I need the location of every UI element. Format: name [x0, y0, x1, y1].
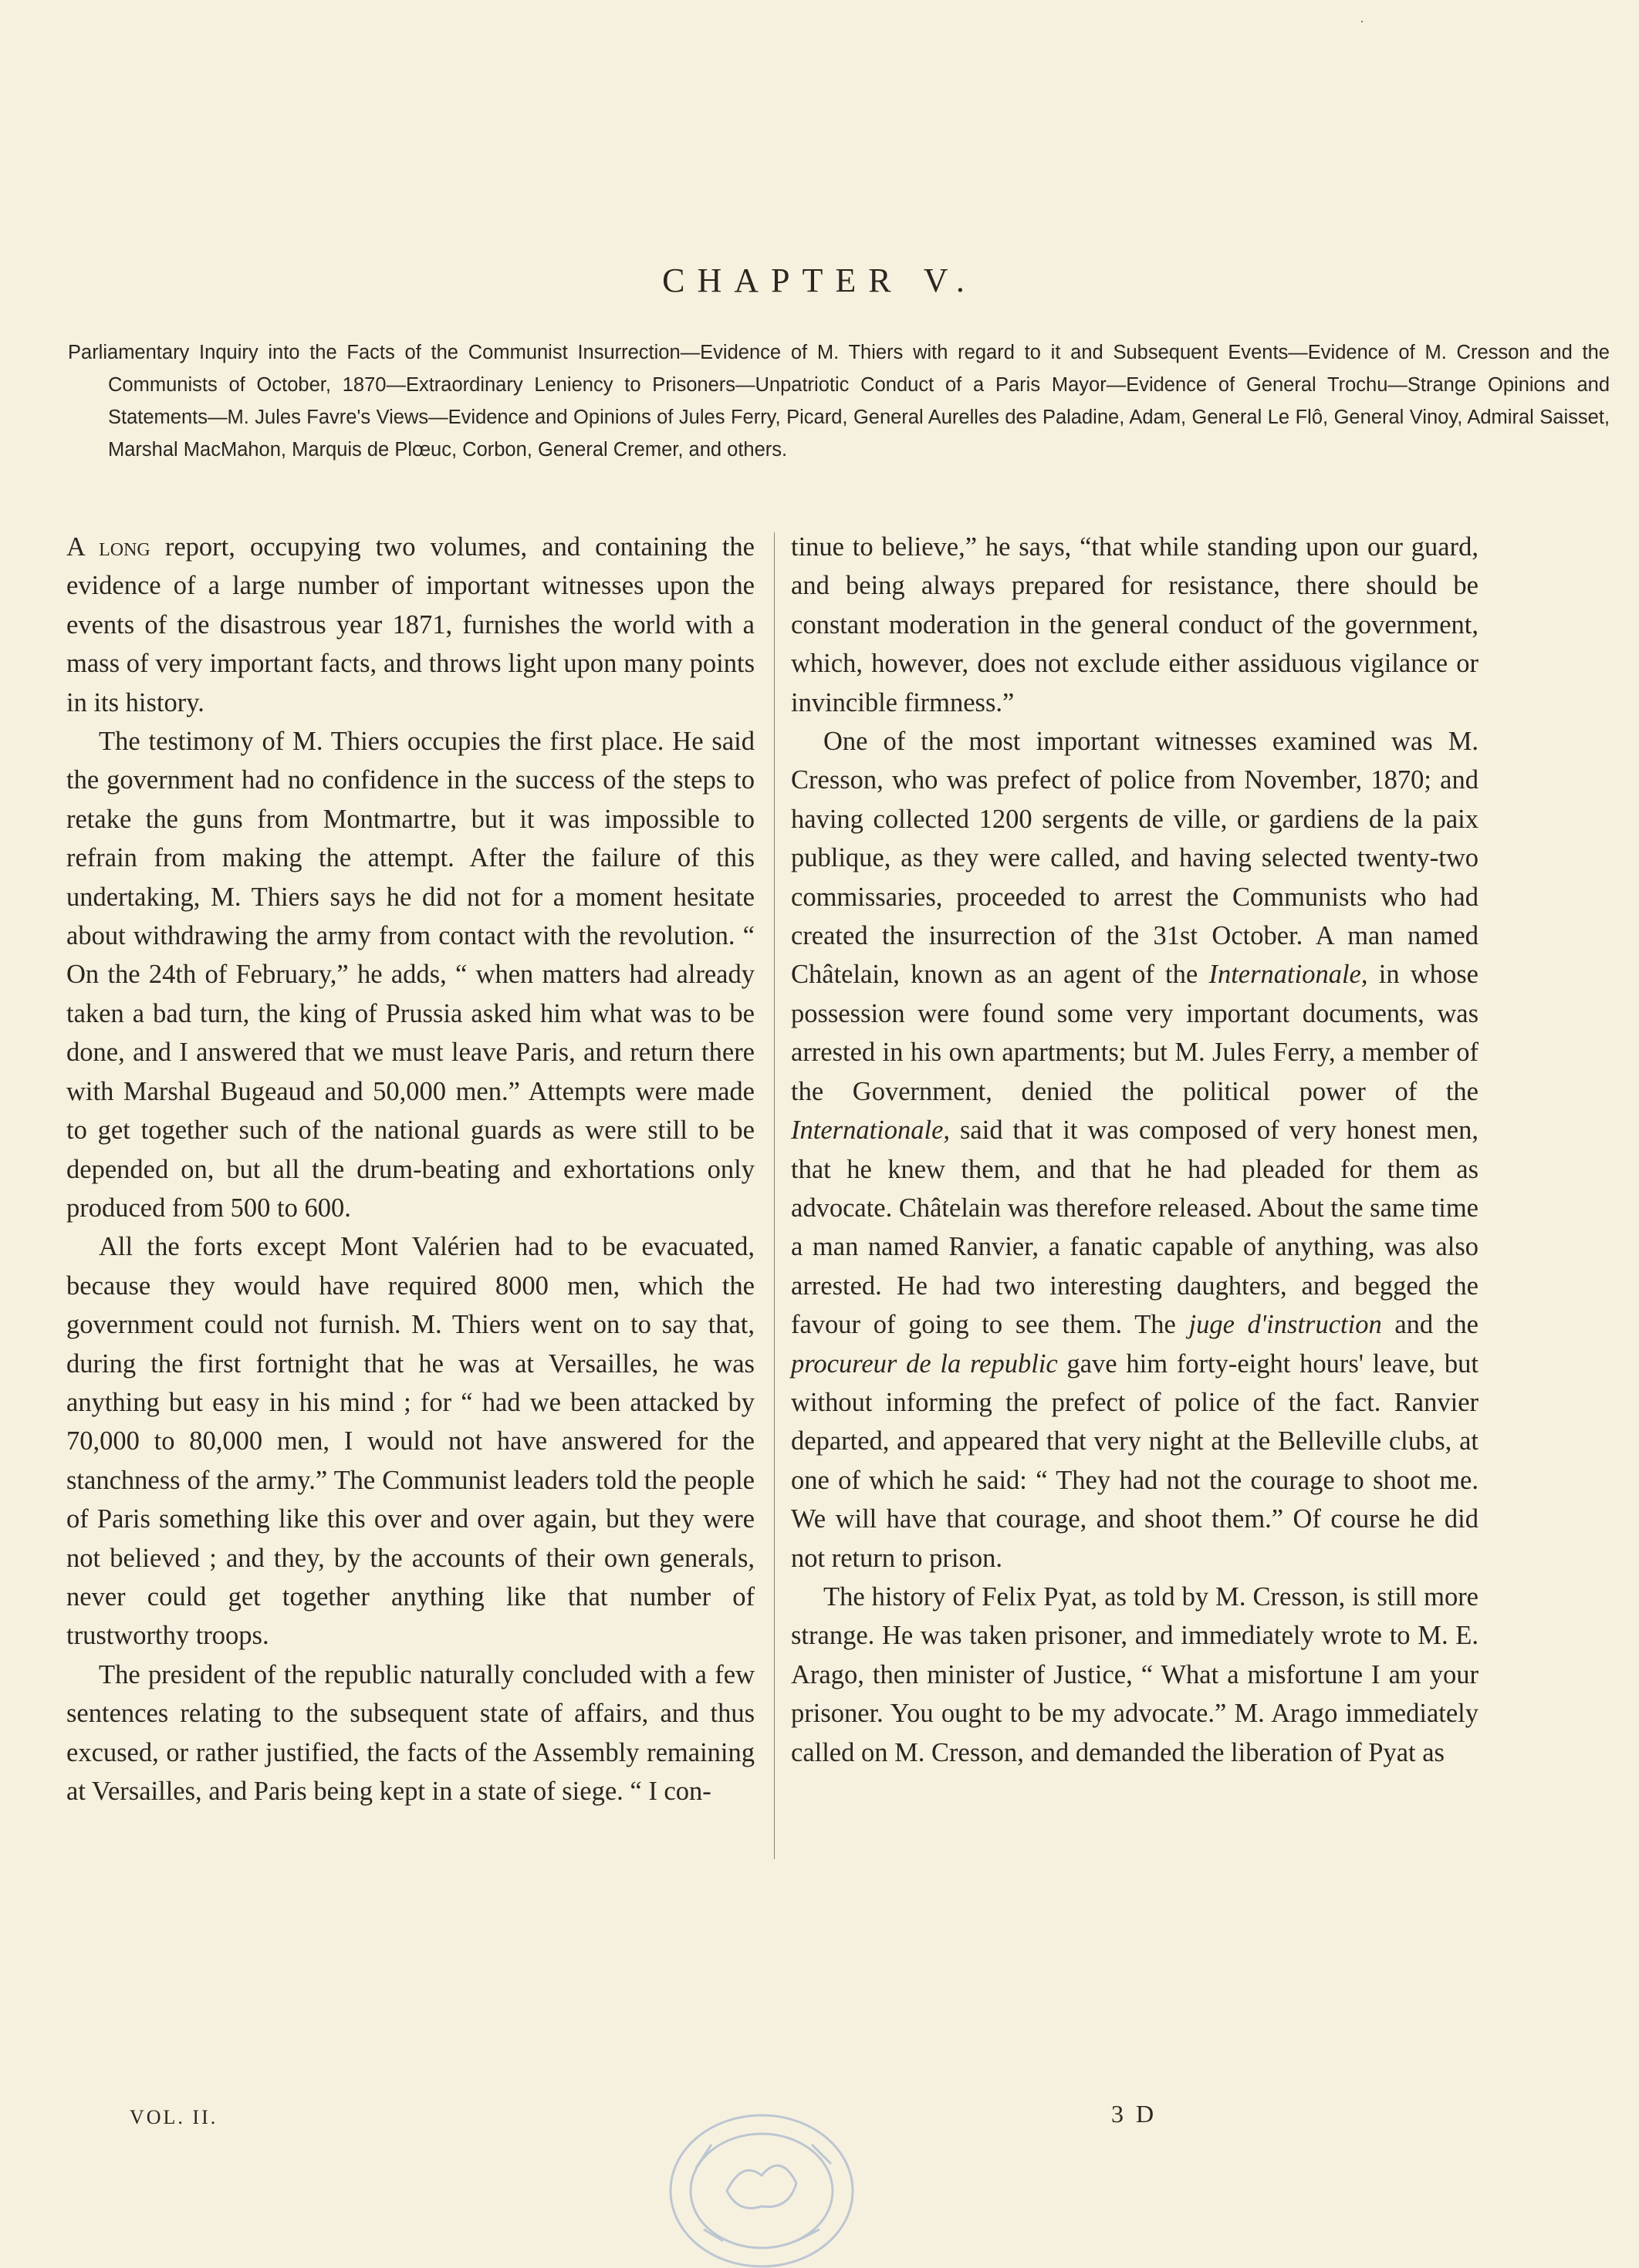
stamp-inner-ring: [691, 2134, 833, 2248]
corner-mark: ·: [1360, 14, 1364, 29]
opening-words: A long: [66, 532, 150, 562]
volume-footer: VOL. II.: [130, 2106, 218, 2128]
italic-procureur: procureur de la republic: [791, 1348, 1058, 1379]
left-paragraph-2: The testimony of M. Thiers occupies the first place. He said the government had no confidence in the success of the steps to retake the guns from Montmartre, but it was impossible to refrain from making the attempt. After the failure of this undertaking, M. Thiers says he did not for a moment hesitate about withdrawing the army from contact with the revolution. “ On the 24th of February,” he adds, “ when matters had already taken a bad turn, the king of Prussia asked him what was to be done, and I answered that we must leave Paris, and return there with Marshal Bugeaud and 50,000 men.” Attempts were made to get together such of the national guards as were still to be depended on, but all the drum-beating and exhortations only produced from 500 to 600.: [66, 727, 755, 1223]
stamp-crest: [727, 2165, 796, 2208]
right-paragraph-2-part-e: gave him forty-eight hours' leave, but without informing the prefect of police of the fact. Ranvier departed, and appeared that very night at the Belleville clubs, at one of which he said: “ They had not the courage to shoot me. We will have that courage, and shoot them.” Of course he did not return to prison.: [791, 1348, 1479, 1573]
right-paragraph-2-part-a: One of the most important witnesses examined was M. Cresson, who was prefect of police from November, 1870; and having collected 1200 sergents de ville, or gardiens de la paix publique, as they were called, and having selected twenty-two commissaries, proceeded to arrest the Communists who had created the insurrection of the 31st October. A man named Châtelain, known as an agent of the: [791, 727, 1478, 990]
chapter-title: CHAPTER V.: [662, 262, 977, 299]
left-paragraph-1: [66, 528, 755, 722]
left-column: [66, 528, 755, 1848]
column-divider: [774, 532, 775, 1859]
italic-internationale: Internationale,: [1208, 960, 1368, 990]
library-stamp: [650, 2075, 874, 2268]
right-paragraph-1: tinue to believe,” he says, “that while standing upon our guard, and being always prepared for resistance, there should be constant moderation in the general conduct of the government, which, however, does not exclude either assiduous vigilance or invincible firmness.”: [791, 532, 1478, 717]
right-paragraph-2-part-d: and the: [1381, 1310, 1478, 1340]
italic-internationale-2: Internationale,: [791, 1115, 951, 1146]
right-paragraph-3: The history of Felix Pyat, as told by M. Cresson, is still more strange. He was taken prisoner, and immediately wrote to M. E. Arago, then minister of Justice, “ What a misfortune I am your prisoner. You ought to be my advocate.” M. Arago immediately called on M. Cresson, and demanded the liberation of Pyat as: [791, 1581, 1478, 1767]
italic-juge: juge d'instruction: [1188, 1310, 1382, 1340]
right-paragraph-2: [791, 722, 1478, 1578]
stamp-outer-ring: [671, 2115, 853, 2266]
right-paragraph-2-part-c: said that it was composed of very honest men, that he knew them, and that he had pleaded for them as advocate. Châtelain was therefore released. About the same time a man named Ranvier, a fanatic capable of anything, was also arrested. He had two interesting daughters, and begged the favour of going to see them. The: [791, 1115, 1478, 1340]
chapter-summary: Parliamentary Inquiry into the Facts of the Communist Insurrection—Evidence of M. Thiers with regard to it and Subsequent Events—Evidence of M. Cresson and the Communists of October, 1870—Extraordinary Leniency to Prisoners—Unpatriotic Conduct of a Paris Mayor—Evidence of General Trochu—Strange Opinions and Statements—M. Jules Favre's Views—Evidence and Opinions of Jules Ferry, Picard, General Aurelles des Paladine, Adam, General Le Flô, General Vinoy, Admiral Saisset, Marshal MacMahon, Marquis de Plœuc, Corbon, General Cremer, and others.: [68, 342, 1610, 461]
left-paragraph-4: The president of the republic naturally concluded with a few sentences relating to the subsequent state of affairs, and thus excused, or rather justified, the facts of the Assembly remaining at Versailles, and Paris being kept in a state of siege. “ I con-: [66, 1659, 755, 1806]
right-column: [791, 528, 1478, 1848]
left-paragraph-1-text: report, occupying two volumes, and containing the evidence of a large number of important witnesses upon the events of the disastrous year 1871, furnishes the world with a mass of very important facts, and throws light upon many points in its history.: [66, 532, 755, 717]
stamp-lettering-marks: [696, 2145, 831, 2241]
signature-mark: 3 D: [1111, 2100, 1157, 2128]
left-paragraph-3: All the forts except Mont Valérien had to be evacuated, because they would have required 8000 men, which the government could not furnish. M. Thiers went on to say that, during the first fortnight that he was at Versailles, he was anything but easy in his mind ; for “ had we been attacked by 70,000 to 80,000 men, I would not have answered for the stanchness of the army.” The Communist leaders told the people of Paris something like this over and over again, but they were not believed ; and they, by the accounts of their own generals, never could get together anything like that number of trustworthy troops.: [66, 1232, 755, 1651]
right-paragraph-2-part-b: in whose possession were found some very important documents, was arrested in his own apartments; but M. Jules Ferry, a member of the Government, denied the political power of the: [791, 960, 1478, 1106]
